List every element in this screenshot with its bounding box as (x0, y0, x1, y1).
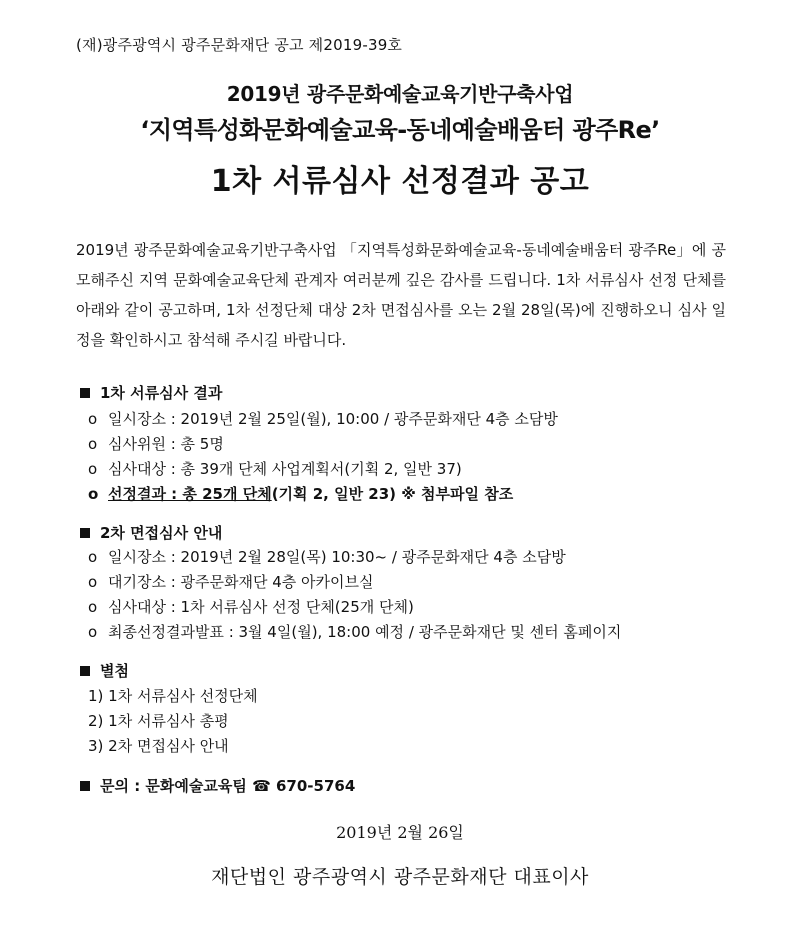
square-bullet-icon (80, 528, 90, 538)
title-line-1: 2019년 광주문화예술교육기반구축사업 (226, 82, 574, 106)
square-bullet-icon (80, 388, 90, 398)
circle-bullet-icon: o (88, 410, 98, 428)
list-item: o 일시장소 : 2019년 2월 25일(월), 10:00 / 광주문화재단 4층 소담방 (88, 410, 558, 428)
section1-heading (80, 382, 222, 403)
attachment-item: 2) 1차 서류심사 총평 (88, 712, 229, 730)
announcement-date: 2019년 2월 26일 (336, 823, 464, 842)
contact-line (80, 775, 355, 796)
square-bullet-icon (80, 781, 90, 791)
section2-heading-text: 2차 면접심사 안내 (100, 524, 223, 542)
attachments-heading-text: 별첨 (100, 662, 129, 680)
notice-number: (재)광주광역시 광주문화재단 공고 제2019-39호 (76, 36, 403, 54)
circle-bullet-icon: o (88, 485, 99, 503)
circle-bullet-icon: o (88, 623, 98, 641)
list-item: o 일시장소 : 2019년 2월 28일(목) 10:30~ / 광주문화재단 4층 소담방 (88, 548, 566, 566)
selection-result-rest: (기획 2, 일반 23) ※ 첨부파일 참조 (271, 485, 514, 503)
selection-result-item (88, 483, 513, 504)
section1-heading-text: 1차 서류심사 결과 (100, 384, 223, 402)
page-title: 1차 서류심사 선정결과 공고 (210, 164, 590, 199)
square-bullet-icon (80, 666, 90, 676)
attachment-item: 3) 2차 면접심사 안내 (88, 737, 229, 755)
section2-heading (80, 522, 222, 543)
circle-bullet-icon: o (88, 548, 98, 566)
signature-line: 재단법인 광주광역시 광주문화재단 대표이사 (211, 866, 589, 888)
selection-result-underlined: 선정결과 : 총 25개 단체 (108, 485, 272, 503)
attachments-heading (80, 660, 129, 681)
list-item: o 심사대상 : 총 39개 단체 사업계획서(기획 2, 일반 37) (88, 460, 462, 478)
title-line-2: ‘지역특성화문화예술교육-동네예술배움터 광주Re’ (140, 116, 660, 144)
list-item: o 심사위원 : 총 5명 (88, 435, 224, 453)
contact-text: 문의 : 문화예술교육팀 ☎ 670-5764 (100, 777, 356, 795)
list-item: o 최종선정결과발표 : 3월 4일(월), 18:00 예정 / 광주문화재단 및 센터 홈페이지 (88, 623, 622, 641)
circle-bullet-icon: o (88, 435, 98, 453)
list-item: o 심사대상 : 1차 서류심사 선정 단체(25개 단체) (88, 598, 414, 616)
circle-bullet-icon: o (88, 460, 98, 478)
attachment-item: 1) 1차 서류심사 선정단체 (88, 687, 258, 705)
list-item: o 대기장소 : 광주문화재단 4층 아카이브실 (88, 573, 374, 591)
circle-bullet-icon: o (88, 573, 98, 591)
circle-bullet-icon: o (88, 598, 98, 616)
intro-paragraph: 2019년 광주문화예술교육기반구축사업 「지역특성화문화예술교육-동네예술배움터 광주Re」에 공모해주신 지역 문화예술교육단체 관계자 여러분께 깊은 감사를 드립니다. 1차 서류심사 선정 단체를 아래와 같이 공고하며, 1차 선정단체 대상 2차 면접심사를 오는 2월 28일(목)에 진행하오니 심사 일정을 확인하시고 참석해 주시길 바랍니다. (76, 241, 726, 349)
